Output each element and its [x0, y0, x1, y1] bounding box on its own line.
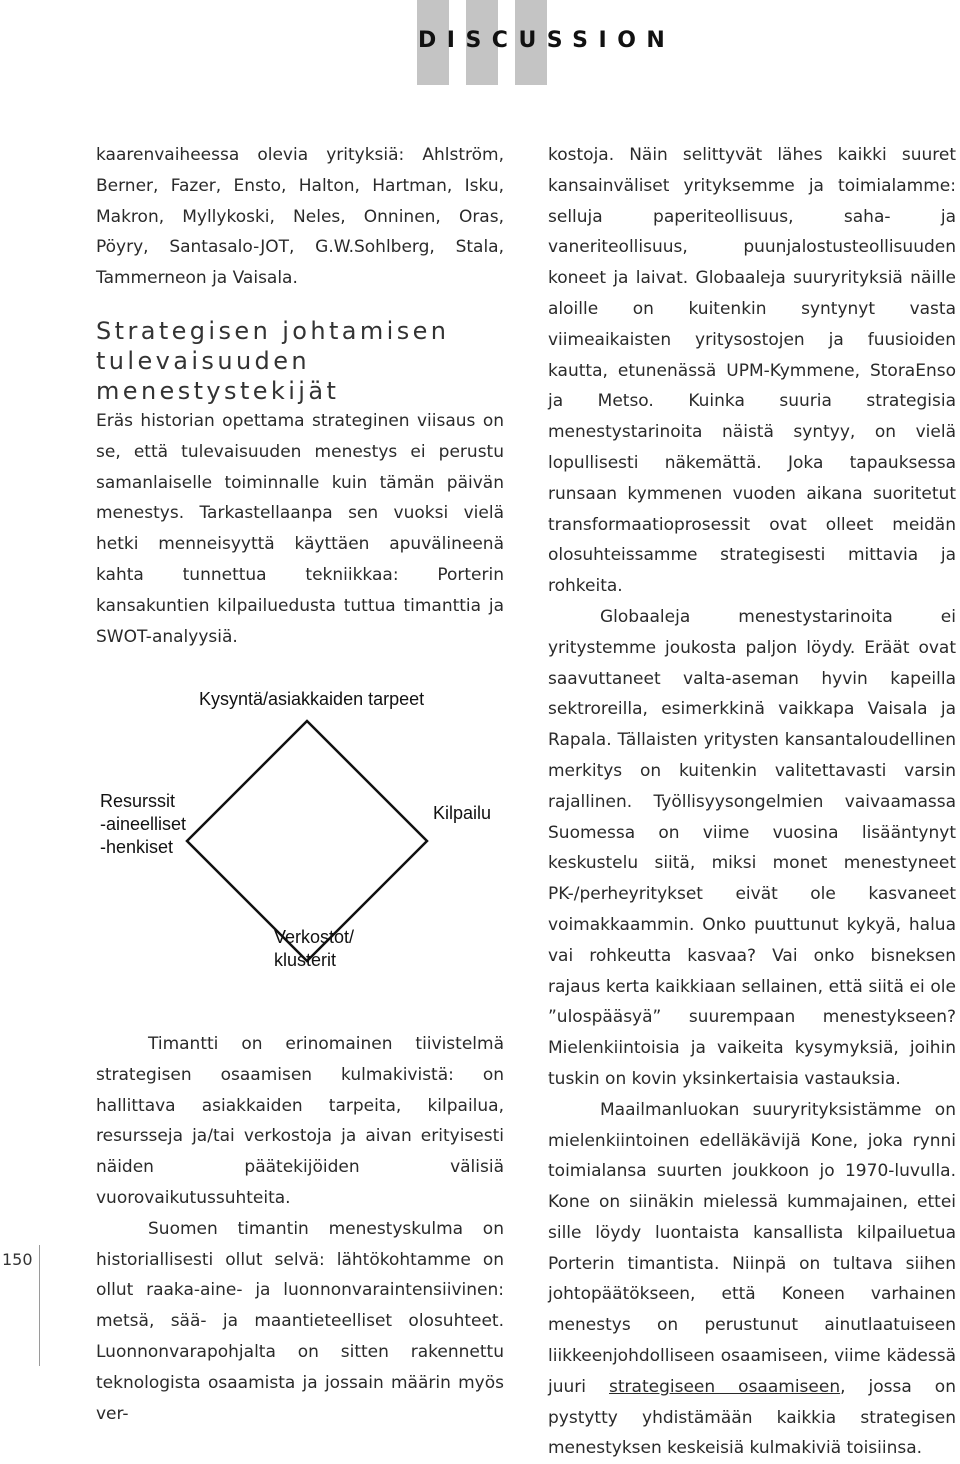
right-column — [548, 140, 956, 1464]
diagram-label-demand: Kysyntä/asiakkaiden tarpeet — [199, 689, 425, 709]
diagram-label-competition: Kilpailu — [433, 803, 492, 823]
body-paragraph: Suomen timantin menestyskulma on historiallisesti ollut selvä: lähtökohtamme on ollut raaka-aine- ja luonnonvaraintensiivinen: metsä, sää- ja maantieteelliset olosuhteet. Luonnonvarapohjalta on sitten rakennettu teknologista osaamista ja jossain määrin myös ver- — [96, 1218, 504, 1424]
diagram-label-line: klusterit — [274, 950, 337, 970]
left-column-bottom — [96, 1029, 504, 1429]
page-number: 150 — [2, 1250, 33, 1269]
body-paragraph: Globaaleja menestystarinoita ei yritystemme joukosta paljon löydy. Eräät ovat saavuttaneet valta-aseman hyvin kapeilla sektroreilla, esimerkkinä vaikkapa Vaisala ja Rapala. Tällaisten yritysten kansantaloudellinen merkitys on kuitenkin valitettavasti varsin rajallinen. Työllisyysongelmien vaivaamassa Suomessa on viime vuosina lisääntynyt keskustelu siitä, miksi monet menestyneet PK-/perheyritykset eivät ole kasvaneet voimakkaammin. Onko puuttunut kykyä, halua vai rohkeutta kasvaa? Vai onko bisneksen rajaus kerta kaikkiaan sellainen, että siitä ei ole ”ulospääsyä” suurempaan menestykseen? Mielenkiintoisia ja vaikeita kysymyksiä, joihin tuskin on kovin yksinkertaisia vastauksia. — [548, 606, 956, 1089]
page-number-rule — [39, 1245, 40, 1366]
text-run: , jossa on pystytty yhdistämään kaikkia strategisen menestyksen keskeisiä kulmakiviä toisiinsa. — [548, 1376, 956, 1459]
diagram-label-line: -henkiset — [100, 837, 174, 857]
body-paragraph: kostoja. Näin selittyvät lähes kaikki suuret kansainväliset yrityksemme ja toimialamme: selluja paperiteollisuus, saha- ja vaneriteollisuus, puunjalostusteollisuuden koneet ja laivat. Globaaleja suuryrityksiä näille aloille on kuitenkin syntynyt vasta viimeaikaisten yritysostojen ja fuusioiden kautta, etunenässä UPM-Kymmene, StoraEnso ja Metso. Kuinka suuria strategisia menestystarinoita näistä syntyy, on vielä lopullisesti näkemättä. Joka tapauksessa runsaan kymmenen vuoden aikana suoritetut transformaatioprosessit ovat olleet meidän olosuhteissamme strategisesti mittavia ja rohkeita. — [548, 145, 956, 597]
diagram-label-line: Verkostot/ — [274, 927, 355, 947]
diagram-label-line: Resurssit — [100, 791, 176, 811]
section-title: DISCUSSION — [418, 28, 676, 53]
left-column — [96, 140, 504, 652]
body-paragraph: Eräs historian opettama strateginen viisaus on se, että tulevaisuuden menestys ei perustu samanlaiselle toiminnalle kuin tämän päivän menestys. Tarkastellaanpa sen vuoksi vielä hetki menneisyyttä käyttäen apuvälineenä kahta tunnettua tekniikkaa: Porterin kansakuntien kilpailuedusta tuttua timanttia ja SWOT-analyysiä. — [96, 410, 504, 647]
diagram-label-networks — [274, 926, 354, 972]
diagram-label-resources — [100, 790, 186, 859]
body-paragraph — [548, 1095, 956, 1464]
text-run: Maailmanluokan suuryrityksistämme on mielenkiintoinen edelläkävijä Kone, joka rynni toimialansa suurten joukkoon jo 1970-luvulla. Kone on siinäkin mielessä kummajainen, ettei sille löydy luontaista kansallista kilpailuetua Porterin timantista. Niinpä on tultava siihen johtopäätökseen, että Koneen varhainen menestys on perustunut ainutlaatuiseen liikkeenjohdolliseen osaamiseen, viime kädessä juuri — [548, 1099, 956, 1397]
diagram-label-line: -aineelliset — [100, 814, 187, 834]
emphasized-term: strategiseen osaamiseen — [609, 1376, 841, 1397]
intro-paragraph: kaarenvaiheessa olevia yrityksiä: Ahlström, Berner, Fazer, Ensto, Halton, Hartman, Isku, Makron, Myllykoski, Neles, Onninen, Oras, Pöyry, Santasalo-JOT, G.W.Sohlberg, Stala, Tammerneon ja Vaisala. — [96, 145, 504, 289]
porter-diamond-diagram — [96, 680, 516, 980]
body-paragraph: Timantti on erinomainen tiivistelmä strategisen osaamisen kulmakivistä: on hallittava asiakkaiden tarpeita, kilpailua, resursseja ja/tai verkostoja ja aivan erityisesti näiden päätekijöiden välisiä vuorovaikutussuhteita. — [96, 1034, 504, 1208]
section-heading: Strategisen johtamisen tulevaisuuden menestystekijät — [96, 316, 450, 405]
